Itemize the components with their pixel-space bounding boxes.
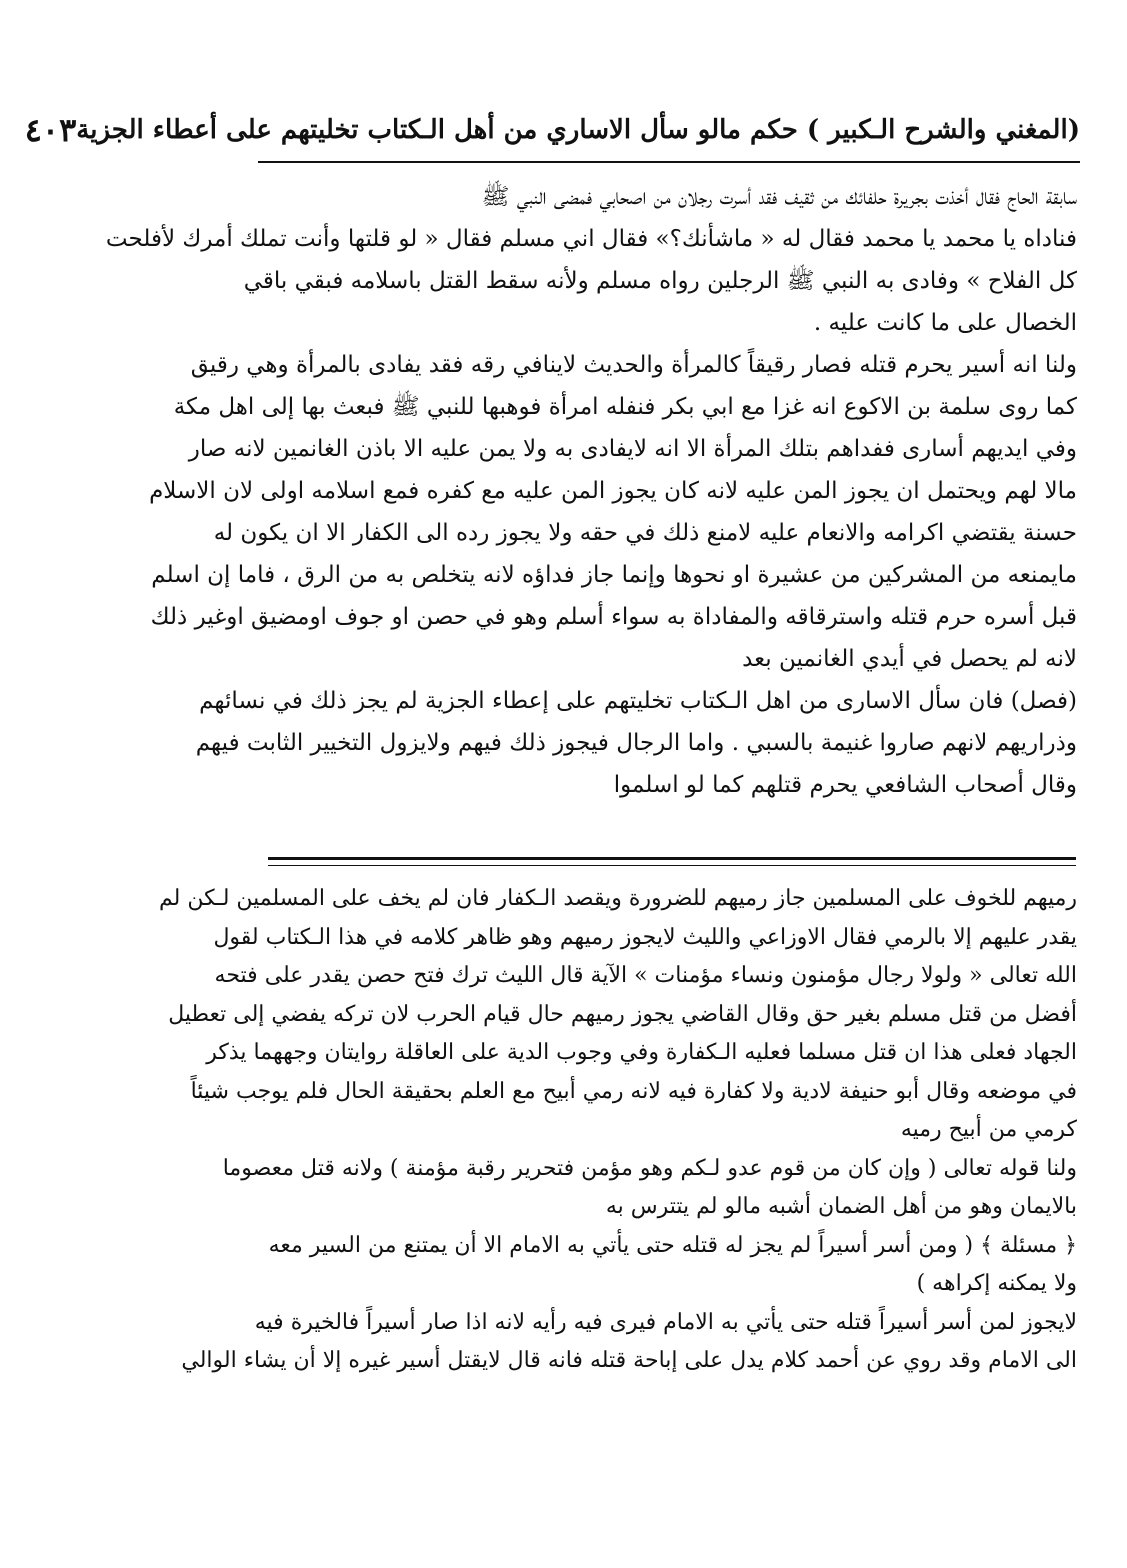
page-number: ٤٠٣: [24, 111, 77, 149]
text-line: الله تعالى « ولولا رجال مؤمنون ونساء مؤمنات » الآية قال الليث ترك فتح حصن يقدر على فتحه: [214, 963, 1077, 988]
text-line: ولا يمكنه إكراهه ): [916, 1271, 1077, 1296]
upper-text-block: [105, 176, 1077, 806]
text-line: في موضعه وقال أبو حنيفة لادية ولا كفارة فيه لانه رمي أبيح مع العلم بحقيقة الحال فلم يوجب شيئاً: [190, 1078, 1077, 1104]
text-line: وفي ايديهم أسارى ففداهم بتلك المرأة الا انه لايفادى به ولا يمن عليه الا باذن الغانمين لانه صار: [188, 436, 1077, 462]
text-line: كل الفلاح » وفادى به النبي ﷺ الرجلين رواه مسلم ولأنه سقط القتل باسلامه فبقي باقي: [243, 268, 1077, 294]
text-line: (فصل) فان سأل الاسارى من اهل الـكتاب تخليتهم على إعطاء الجزية لم يجز ذلك في نسائهم: [199, 688, 1077, 714]
text-line: سابقة الحاج فقال أخذت بجريرة حلفائك من ثقيف فقد أسرت رجلان من اصحابي فمضى النبي ﷺ: [481, 184, 1077, 210]
text-line: مالا لهم ويحتمل ان يجوز المن عليه لانه كان يجوز المن عليه مع كفره فمع اسلامه اولى لان الاسلام: [149, 478, 1077, 504]
text-line: أفضل من قتل مسلم بغير حق وقال القاضي يجوز رميهم حال قيام الحرب لان تركه يفضي إلى تعطيل: [168, 1001, 1077, 1027]
text-line: وذراريهم لانهم صاروا غنيمة بالسبي . واما الرجال فيجوز ذلك فيهم ولايزول التخيير الثابت فيهم: [195, 730, 1077, 756]
section-divider: [268, 857, 1076, 866]
text-line: كما روى سلمة بن الاكوع انه غزا مع ابي بكر فنفله امرأة فوهبها للنبي ﷺ فبعث بها إلى اهل مكة: [173, 394, 1077, 420]
text-line: الجهاد فعلى هذا ان قتل مسلما فعليه الـكفارة وفي وجوب الدية على العاقلة روايتان وجههما يذكر: [206, 1040, 1077, 1065]
text-line: وقال أصحاب الشافعي يحرم قتلهم كما لو اسلموا: [613, 772, 1077, 798]
text-line: ولنا قوله تعالى ( وإن كان من قوم عدو لـكم وهو مؤمن فتحرير رقبة مؤمنة ) ولانه قتل معصوما: [222, 1155, 1077, 1181]
text-line: كرمي من أبيح رميه: [900, 1117, 1077, 1142]
text-line: حسنة يقتضي اكرامه والانعام عليه لامنع ذلك في حقه ولا يجوز رده الى الكفار الا ان يكون له: [213, 520, 1077, 546]
header-rule: [258, 161, 1080, 163]
text-line: قبل أسره حرم قتله واسترقاقه والمفاداة به سواء أسلم وهو في حصن او جوف اومضيق اوغير ذلك: [150, 604, 1077, 630]
page-header: [24, 102, 1080, 158]
text-line: فناداه يا محمد يا محمد فقال له « ماشأنك؟» فقال اني مسلم فقال « لو قلتها وأنت تملك أمرك لأفلحت: [105, 226, 1077, 252]
text-line: ﴿ مسئلة ﴾ ( ومن أسر أسيراً لم يجز له قتله حتى يأتي به الامام الا أن يمتنع من السير معه: [268, 1232, 1077, 1258]
running-title: (المغني والشرح الـكبير ) حكم مالو سأل الاساري من أهل الـكتاب تخليتهم على أعطاء الجزية: [76, 115, 1080, 145]
text-line: مايمنعه من المشركين من عشيرة او نحوها وإنما جاز فداؤه لانه يتخلص به من الرق ، فاما إن اسلم: [151, 562, 1077, 588]
text-line: لايجوز لمن أسر أسيراً قتله حتى يأتي به الامام فيرى فيه رأيه لانه اذا صار أسيراً فالخيرة فيه: [254, 1309, 1077, 1335]
text-line: الى الامام وقد روي عن أحمد كلام يدل على إباحة قتله فانه قال لايقتل أسير غيره إلا أن يشاء الوالي: [181, 1348, 1077, 1373]
text-line: يقدر عليهم إلا بالرمي فقال الاوزاعي والليث لايجوز رميهم وهو ظاهر كلامه في هذا الـكتاب لقول: [213, 924, 1077, 950]
text-line: بالايمان وهو من أهل الضمان أشبه مالو لم يتترس به: [605, 1194, 1077, 1219]
lower-text-block: [159, 880, 1077, 1381]
text-line: لانه لم يحصل في أيدي الغانمين بعد: [742, 646, 1077, 672]
text-line: ولنا انه أسير يحرم قتله فصار رقيقاً كالمرأة والحديث لاينافي رقه فقد يفادى بالمرأة وهي رقيق: [190, 352, 1077, 378]
text-line: الخصال على ما كانت عليه .: [813, 310, 1077, 336]
text-line: رميهم للخوف على المسلمين جاز رميهم للضرورة ويقصد الـكفار فان لم يخف على المسلمين لـكن لم: [159, 886, 1077, 911]
